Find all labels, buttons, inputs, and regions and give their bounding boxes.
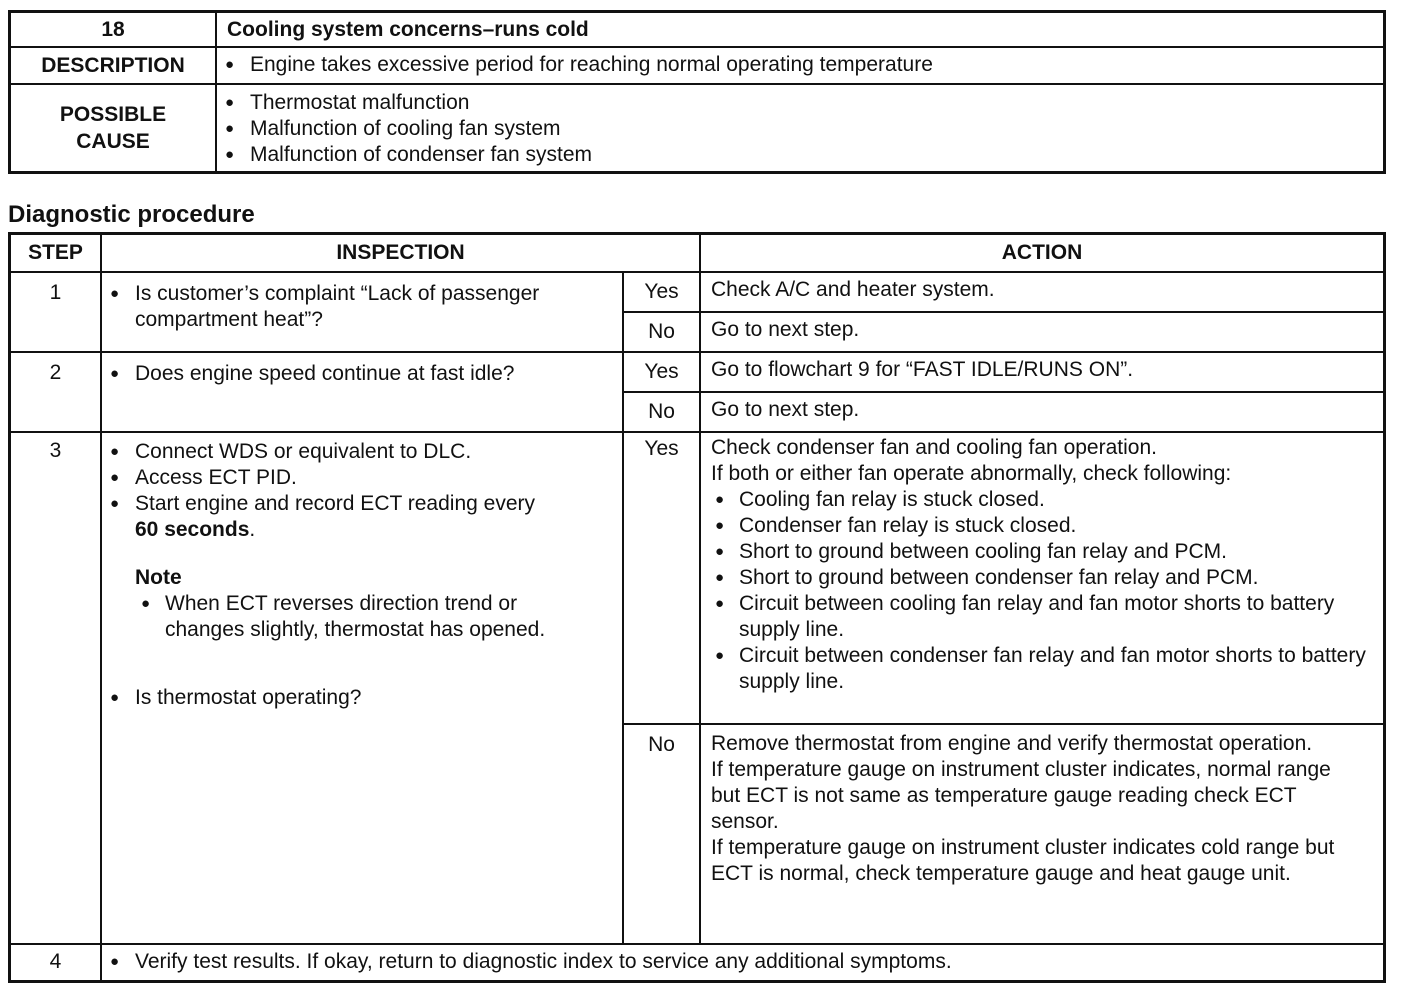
inspection-item: ● Connect WDS or equivalent to DLC. <box>102 439 622 465</box>
yes-action: Go to flowchart 9 for “FAST IDLE/RUNS ON”. <box>700 352 1385 392</box>
table-row <box>10 352 1385 392</box>
yes-label: Yes <box>623 432 700 724</box>
check-item: ● Circuit between cooling fan relay and fan motor shorts to battery supply line. <box>709 591 1373 643</box>
inspection-item: ● Start engine and record ECT reading every 60 seconds. <box>102 491 622 543</box>
check-item: ● Cooling fan relay is stuck closed. <box>709 487 1373 513</box>
inspection-question: ● Is thermostat operating? <box>102 685 622 711</box>
possible-cause-label-line1: POSSIBLE <box>59 102 167 126</box>
possible-cause-item: ● Malfunction of cooling fan system <box>217 116 1383 142</box>
check-item: ● Short to ground between cooling fan relay and PCM. <box>709 539 1373 565</box>
yes-label: Yes <box>623 352 700 392</box>
no-label: No <box>623 724 700 944</box>
column-header-action: ACTION <box>700 234 1385 272</box>
no-label: No <box>623 312 700 352</box>
yes-label: Yes <box>623 272 700 312</box>
possible-cause-item: ● Thermostat malfunction <box>217 90 1383 116</box>
note-label: Note <box>135 565 182 589</box>
step-number: 2 <box>10 352 102 432</box>
check-item: ● Short to ground between condenser fan relay and PCM. <box>709 565 1373 591</box>
no-label: No <box>623 392 700 432</box>
inspection-item: ● Does engine speed continue at fast idle? <box>102 361 622 387</box>
column-header-step: STEP <box>10 234 102 272</box>
step-number: 4 <box>10 944 102 982</box>
symptom-number: 18 <box>10 12 217 48</box>
column-header-inspection: INSPECTION <box>101 234 700 272</box>
action-line: Remove thermostat from engine and verify thermostat operation. <box>711 731 1313 755</box>
section-title: Diagnostic procedure <box>8 201 255 228</box>
inspection-item: ● Is customer’s complaint “Lack of passenger compartment heat”? <box>102 281 622 333</box>
action-line: If temperature gauge on instrument cluster indicates, normal range but ECT is not same as temperature gauge reading check ECT sensor. <box>711 757 1331 833</box>
possible-cause-item: ● Malfunction of condenser fan system <box>217 142 1383 168</box>
description-item: ● Engine takes excessive period for reaching normal operating temperature <box>217 52 1383 78</box>
possible-cause-label <box>10 84 217 172</box>
inspection-item: ● Verify test results. If okay, return to diagnostic index to service any additional symptoms. <box>102 949 1383 975</box>
diagnostic-procedure-table <box>8 232 1386 983</box>
no-action: Go to next step. <box>700 312 1385 352</box>
check-item: ● Circuit between condenser fan relay and fan motor shorts to battery supply line. <box>709 643 1373 695</box>
description-label: DESCRIPTION <box>10 47 217 84</box>
table-row <box>10 944 1385 982</box>
symptom-table <box>8 10 1386 174</box>
check-item: ● Condenser fan relay is stuck closed. <box>709 513 1373 539</box>
action-line: Check condenser fan and cooling fan operation. <box>711 435 1157 459</box>
possible-cause-list <box>217 90 1383 168</box>
action-line: If both or either fan operate abnormally, check following: <box>711 461 1232 485</box>
no-action: Go to next step. <box>700 392 1385 432</box>
emphasis-duration: 60 seconds <box>135 517 250 541</box>
table-row <box>10 432 1385 724</box>
action-line: If temperature gauge on instrument cluster indicates cold range but ECT is normal, check temperature gauge and heat gauge unit. <box>711 835 1335 885</box>
yes-action: Check A/C and heater system. <box>700 272 1385 312</box>
table-row <box>10 272 1385 312</box>
step-number: 1 <box>10 272 102 352</box>
possible-cause-label-line2: CAUSE <box>76 129 150 153</box>
inspection-item: ● Access ECT PID. <box>102 465 622 491</box>
note-item: ● When ECT reverses direction trend or changes slightly, thermostat has opened. <box>135 591 575 643</box>
step-number: 3 <box>10 432 102 944</box>
symptom-title: Cooling system concerns–runs cold <box>216 12 1385 48</box>
